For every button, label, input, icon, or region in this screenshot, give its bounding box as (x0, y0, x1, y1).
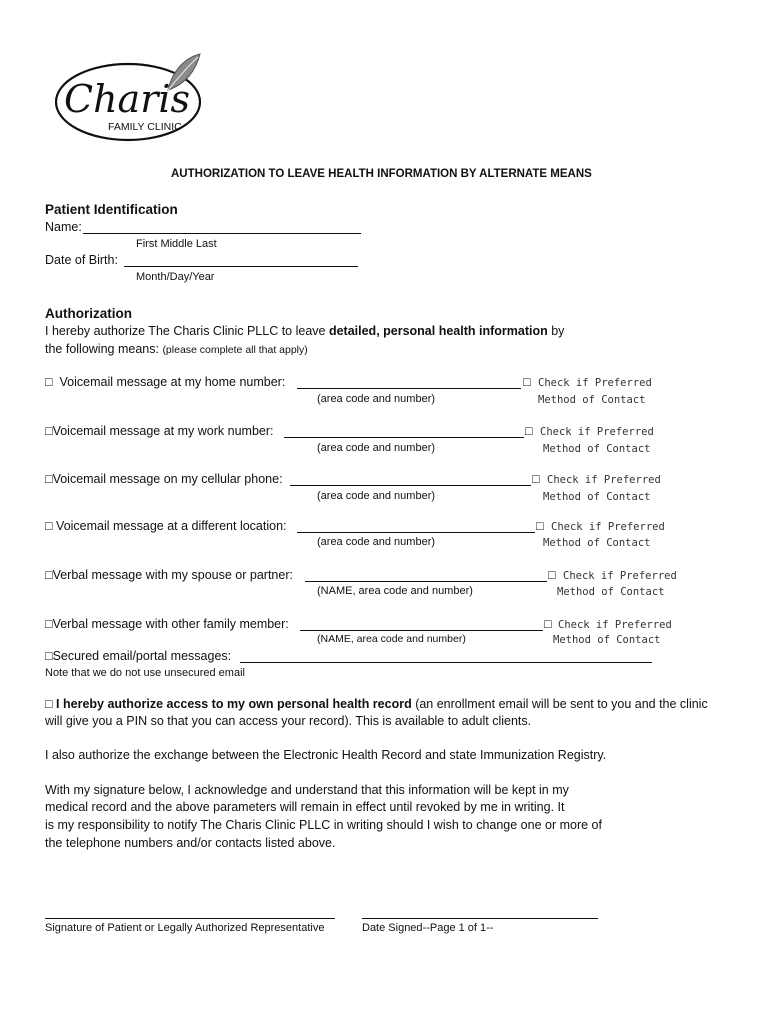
option-secured-email[interactable]: □Secured email/portal messages: (45, 649, 232, 663)
cell-method-label: Method of Contact (543, 491, 651, 503)
signature-label: Signature of Patient or Legally Authorized Representative (45, 922, 325, 934)
cell-check-preferred-label: Check if Preferred (547, 474, 661, 486)
logo-graphic (50, 50, 210, 150)
work-number-field[interactable] (284, 437, 524, 438)
option-home-voicemail[interactable]: □ Voicemail message at my home number: (45, 375, 286, 389)
other-location-method-label: Method of Contact (543, 537, 651, 549)
dob-hint: Month/Day/Year (136, 271, 215, 283)
secured-email-field[interactable] (240, 662, 652, 663)
other-location-check-preferred-label: Check if Preferred (551, 521, 665, 533)
other-location-number-field[interactable] (297, 532, 535, 533)
patient-identification-heading: Patient Identification (45, 202, 178, 217)
family-preferred-checkbox[interactable]: □ (544, 617, 552, 631)
option-health-record-access[interactable]: □ I hereby authorize access to my own personal health record (an enrollment email will be sent to you and the clinic (45, 697, 708, 711)
acknowledgement-line-4: the telephone numbers and/or contacts listed above. (45, 836, 336, 850)
home-check-preferred-label: Check if Preferred (538, 377, 652, 389)
name-field[interactable] (83, 233, 361, 234)
acknowledgement-line-2: medical record and the above parameters will remain in effect until revoked by me in writing. It (45, 800, 565, 814)
cell-number-hint: (area code and number) (317, 490, 436, 502)
authorization-intro-line2: the following means: (please complete all that apply) (45, 342, 308, 356)
family-contact-field[interactable] (300, 630, 543, 631)
signature-field[interactable] (45, 918, 335, 919)
acknowledgement-line-3: is my responsibility to notify The Charis Clinic PLLC in writing should I wish to change one or more of (45, 818, 602, 832)
home-number-hint: (area code and number) (317, 393, 436, 405)
work-check-preferred-label: Check if Preferred (540, 426, 654, 438)
name-hint: First Middle Last (136, 238, 217, 250)
option-spouse-verbal[interactable]: □Verbal message with my spouse or partner: (45, 568, 293, 582)
logo-sub-text: FAMILY CLINIC (108, 121, 182, 133)
unsecured-email-note: Note that we do not use unsecured email (45, 667, 245, 679)
option-family-verbal[interactable]: □Verbal message with other family member: (45, 617, 289, 631)
document-title: AUTHORIZATION TO LEAVE HEALTH INFORMATION BY ALTERNATE MEANS (171, 168, 592, 180)
home-preferred-checkbox[interactable]: □ (523, 375, 531, 389)
acknowledgement-line-1: With my signature below, I acknowledge and understand that this information will be kept in my (45, 783, 569, 797)
option-other-location-voicemail[interactable]: □ Voicemail message at a different location: (45, 519, 287, 533)
spouse-method-label: Method of Contact (557, 586, 665, 598)
spouse-preferred-checkbox[interactable]: □ (548, 568, 556, 582)
date-signed-label: Date Signed--Page 1 of 1-- (362, 922, 494, 934)
cell-preferred-checkbox[interactable]: □ (532, 472, 540, 486)
option-work-voicemail[interactable]: □Voicemail message at my work number: (45, 424, 274, 438)
home-number-field[interactable] (297, 388, 521, 389)
other-location-number-hint: (area code and number) (317, 536, 436, 548)
logo-brand-text: Charis (64, 77, 191, 121)
option-cell-voicemail[interactable]: □Voicemail message on my cellular phone: (45, 472, 283, 486)
authorization-heading: Authorization (45, 306, 132, 321)
work-number-hint: (area code and number) (317, 442, 436, 454)
date-signed-field[interactable] (362, 918, 598, 919)
health-record-text-line2: will give you a PIN so that you can access your record). This is available to adult clients. (45, 714, 532, 728)
family-contact-hint: (NAME, area code and number) (317, 633, 466, 645)
name-label: Name: (45, 220, 82, 234)
immunization-exchange-text: I also authorize the exchange between the Electronic Health Record and state Immunization Registry. (45, 748, 607, 762)
work-method-label: Method of Contact (543, 443, 651, 455)
spouse-contact-field[interactable] (305, 581, 547, 582)
spouse-contact-hint: (NAME, area code and number) (317, 585, 473, 597)
cell-number-field[interactable] (290, 485, 531, 486)
work-preferred-checkbox[interactable]: □ (525, 424, 533, 438)
dob-label: Date of Birth: (45, 253, 118, 267)
dob-field[interactable] (124, 266, 358, 267)
authorization-intro: I hereby authorize The Charis Clinic PLLC to leave detailed, personal health information by (45, 324, 565, 338)
home-method-label: Method of Contact (538, 394, 646, 406)
other-location-preferred-checkbox[interactable]: □ (536, 519, 544, 533)
family-check-preferred-label: Check if Preferred (558, 619, 672, 631)
family-method-label: Method of Contact (553, 634, 661, 646)
clinic-logo (50, 50, 210, 150)
spouse-check-preferred-label: Check if Preferred (563, 570, 677, 582)
